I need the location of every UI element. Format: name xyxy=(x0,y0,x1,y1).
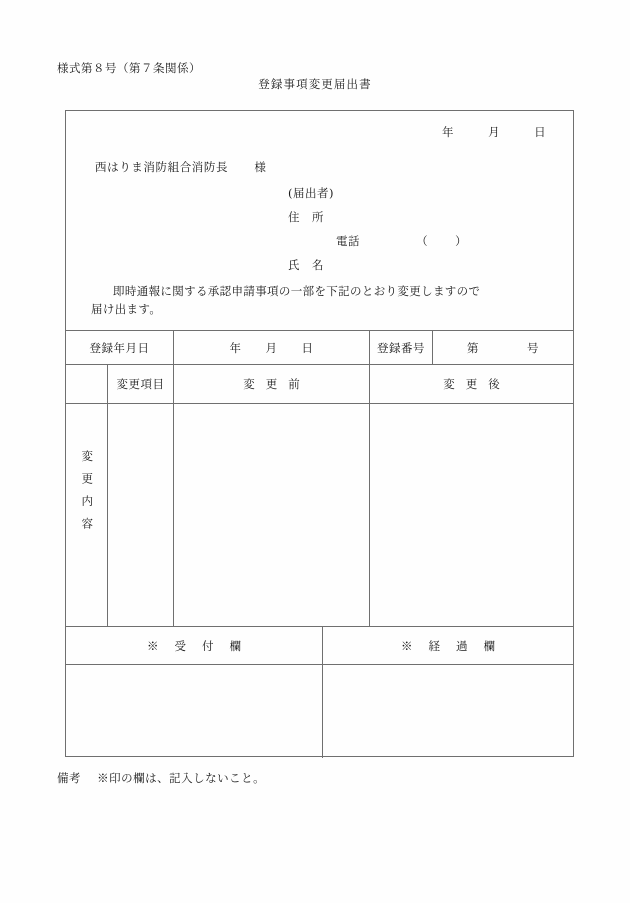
receipt-column-header: ※受付欄 xyxy=(66,627,323,664)
official-header-row xyxy=(66,626,573,664)
progress-column-header: ※経過欄 xyxy=(401,638,511,653)
registration-number-value[interactable]: 第 号 xyxy=(467,340,539,355)
registration-row xyxy=(66,330,573,364)
change-content-side-label-text: 変更内容 xyxy=(80,450,95,540)
statement-paragraph xyxy=(91,283,541,319)
submission-date-line xyxy=(442,124,546,140)
date-year-label: 年 xyxy=(442,125,454,139)
remarks-note xyxy=(57,770,265,786)
change-table-header-row xyxy=(66,364,573,403)
telephone-paren: （ ） xyxy=(416,234,475,248)
statement-line-2: 届け出ます。 xyxy=(91,301,162,316)
addressee-name: 西はりま消防組合消防長 xyxy=(95,160,229,174)
form-code: 様式第８号（第７条関係） xyxy=(57,61,201,75)
registration-number-label: 登録番号 xyxy=(370,331,433,364)
progress-column-value[interactable] xyxy=(323,665,573,758)
change-item-value[interactable] xyxy=(108,404,174,626)
date-month-label: 月 xyxy=(488,125,500,139)
change-table-body-row xyxy=(66,403,573,626)
change-after-value[interactable] xyxy=(370,404,573,626)
change-after-header: 変更後 xyxy=(443,377,511,391)
addressee-line xyxy=(95,159,266,175)
name-field-label: 氏 名 xyxy=(288,258,324,272)
change-item-header: 変更項目 xyxy=(108,365,174,403)
remarks-text: ※印の欄は、記入しないこと。 xyxy=(97,771,266,785)
addressee-honorific: 様 xyxy=(254,160,267,174)
registration-date-value[interactable]: 年 月 日 xyxy=(174,331,370,364)
page-title: 登録事項変更届出書 xyxy=(258,77,372,91)
date-day-label: 日 xyxy=(534,125,546,139)
change-before-value[interactable] xyxy=(174,404,370,626)
telephone-label: 電話 xyxy=(336,234,360,248)
salutation-block xyxy=(66,111,573,330)
submitter-label: (届出者) xyxy=(288,186,334,200)
form-outer-box xyxy=(65,110,574,757)
address-field-label: 住 所 xyxy=(288,210,324,224)
telephone-field xyxy=(336,233,475,249)
change-content-side-label xyxy=(66,364,108,626)
statement-line-1: 即時通報に関する承認申請事項の一部を下記のとおり変更しますので xyxy=(113,284,481,298)
change-before-header: 変更前 xyxy=(174,365,370,403)
official-body-row xyxy=(66,664,573,758)
registration-date-label: 登録年月日 xyxy=(66,331,174,364)
remarks-label: 備考 xyxy=(57,771,81,785)
receipt-column-value[interactable] xyxy=(66,665,323,758)
